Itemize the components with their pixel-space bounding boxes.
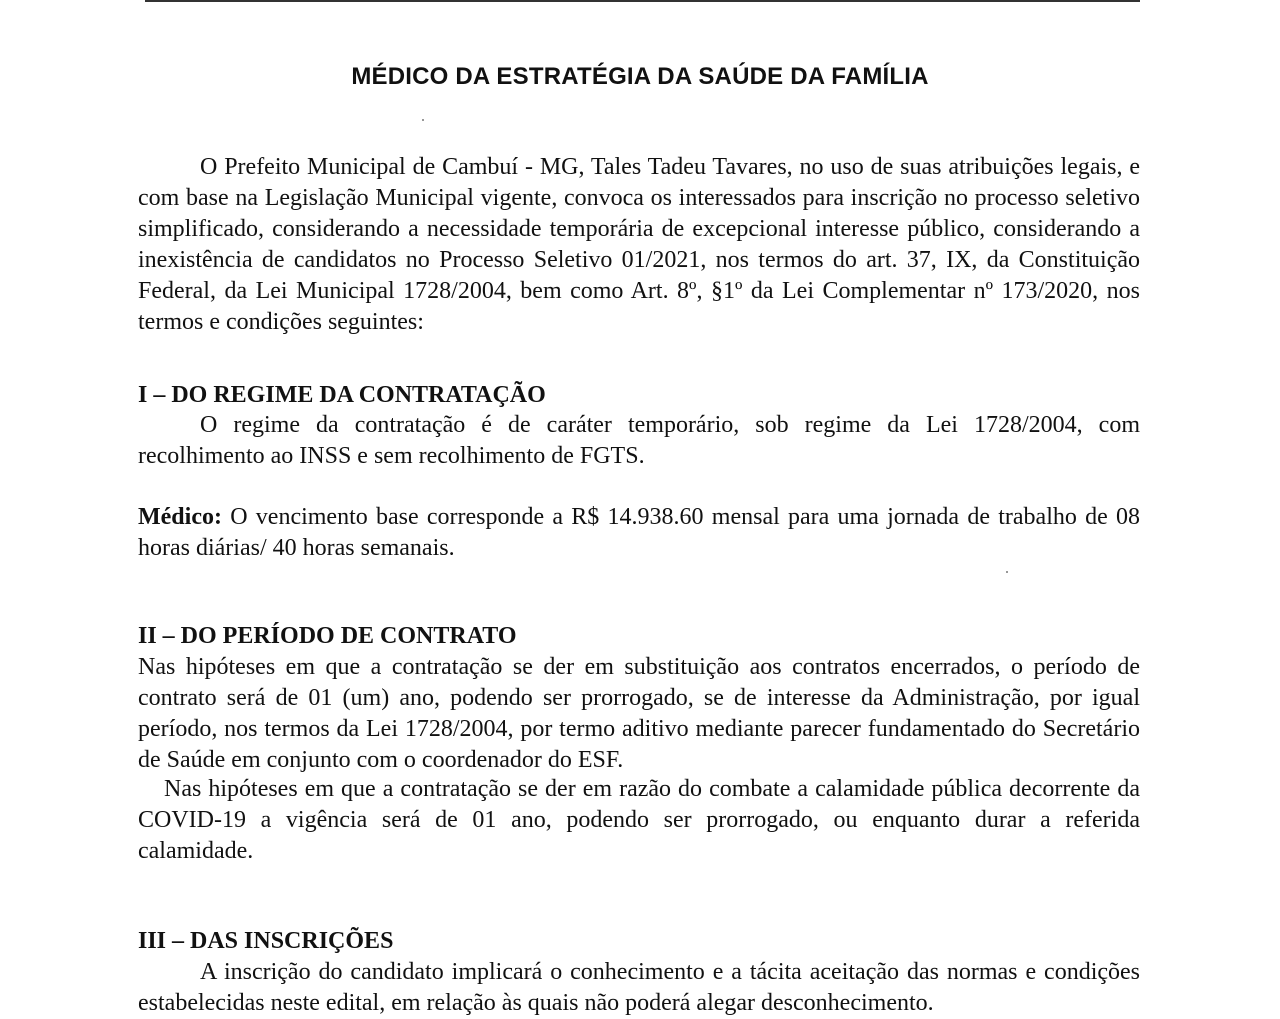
periodo-paragraph-1: Nas hipóteses em que a contratação se der em substituição aos contratos encerrados, o período de contrato será de 01 (um) ano, podendo ser prorrogado, se de interesse da Administração, por igual período, nos termos da Lei 1728/2004, por termo aditivo mediante parecer fundamentado do Secretário de Saúde em conjunto com o coordenador do ESF. xyxy=(138,654,1140,773)
medico-text: O vencimento base corresponde a R$ 14.938.60 mensal para uma jornada de trabalho de 08 horas diárias/ 40 horas semanais. xyxy=(138,504,1140,561)
medico-paragraph xyxy=(138,502,1140,564)
section-heading-regime: I – DO REGIME DA CONTRATAÇÃO xyxy=(138,382,546,408)
page-title: MÉDICO DA ESTRATÉGIA DA SAÚDE DA FAMÍLIA xyxy=(351,63,929,90)
scan-speck xyxy=(1006,571,1008,573)
top-rule xyxy=(145,0,1140,2)
regime-paragraph: O regime da contratação é de caráter temporário, sob regime da Lei 1728/2004, com recolhimento ao INSS e sem recolhimento de FGTS. xyxy=(138,412,1140,469)
inscricoes-paragraph: A inscrição do candidato implicará o conhecimento e a tácita aceitação das normas e condições estabelecidas neste edital, em relação às quais não poderá alegar desconhecimento. xyxy=(138,959,1140,1016)
scan-speck xyxy=(422,119,424,121)
periodo-paragraph-2: Nas hipóteses em que a contratação se der em razão do combate a calamidade pública decorrente da COVID-19 a vigência será de 01 ano, podendo ser prorrogado, ou enquanto durar a referida calamidade. xyxy=(138,776,1140,864)
section-heading-inscricoes: III – DAS INSCRIÇÕES xyxy=(138,928,394,954)
section-heading-periodo: II – DO PERÍODO DE CONTRATO xyxy=(138,623,517,649)
intro-paragraph: O Prefeito Municipal de Cambuí - MG, Tales Tadeu Tavares, no uso de suas atribuições legais, e com base na Legislação Municipal vigente, convoca os interessados para inscrição no processo seletivo simplificado, considerando a necessidade temporária de excepcional interesse público, considerando a inexistência de candidatos no Processo Seletivo 01/2021, nos termos do art. 37, IX, da Constituição Federal, da Lei Municipal 1728/2004, bem como Art. 8º, §1º da Lei Complementar nº 173/2020, nos termos e condições seguintes: xyxy=(138,154,1140,335)
medico-label: Médico: xyxy=(138,504,222,530)
